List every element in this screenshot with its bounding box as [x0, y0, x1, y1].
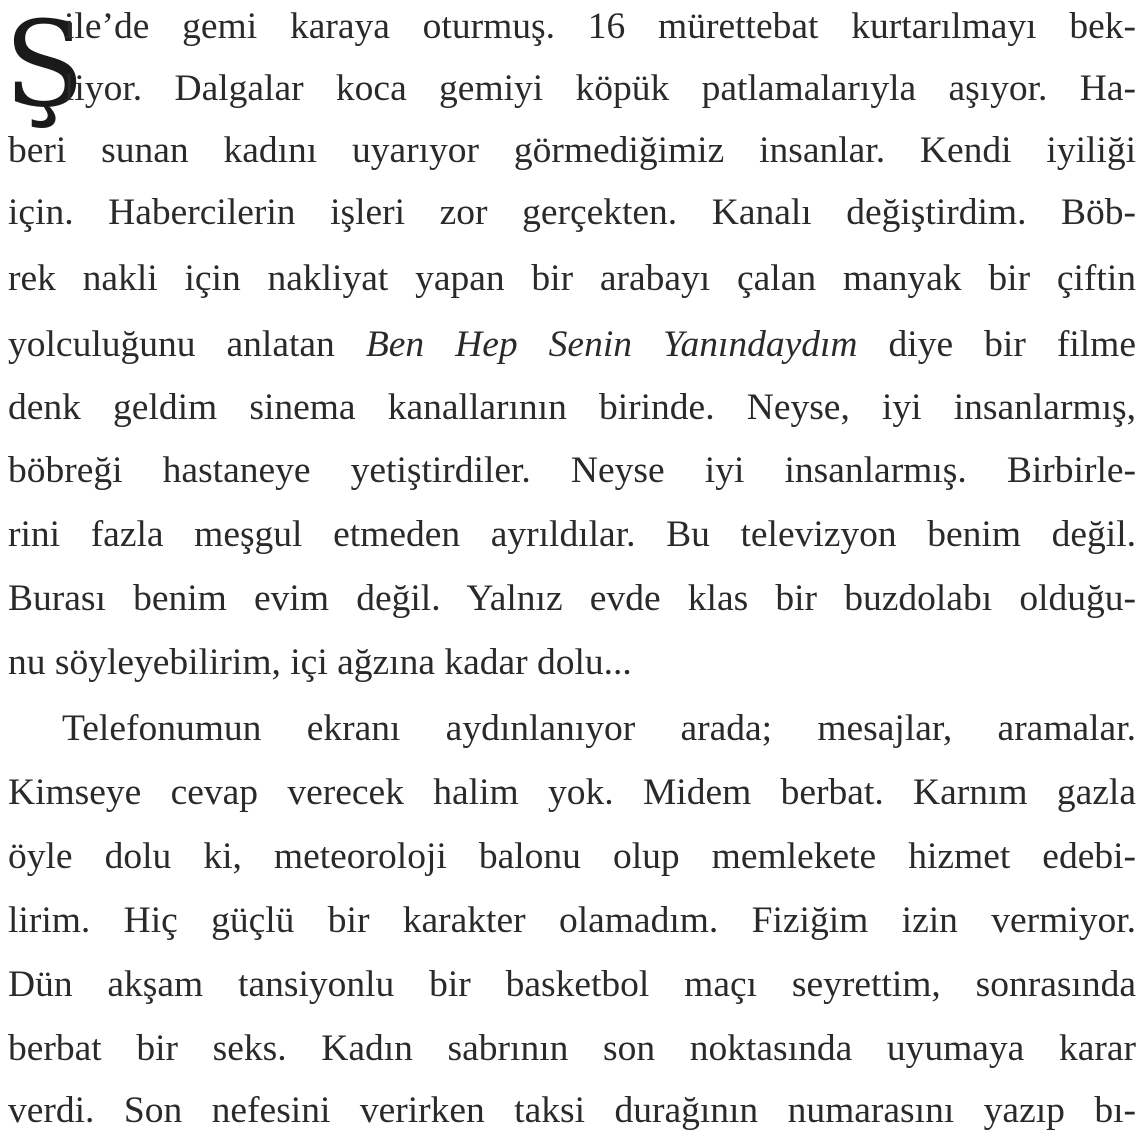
text-line: Dün akşam tansiyonlu bir basketbol maçı seyrettim, sonrasında [8, 964, 1136, 1005]
text-line: rini fazla meşgul etmeden ayrıldılar. Bu televizyon benim değil. [8, 514, 1136, 555]
text-line: beri sunan kadını uyarıyor görmediğimiz insanlar. Kendi iyiliği [8, 130, 1136, 171]
drop-cap: Ş [4, 0, 85, 133]
text-line: berbat bir seks. Kadın sabrının son noktasında uyumaya karar [8, 1028, 1136, 1069]
text-line: böbreği hastaneye yetiştirdiler. Neyse iyi insanlarmış. Birbirle- [8, 450, 1136, 491]
text-line: verdi. Son nefesini verirken taksi durağının numarasını yazıp bı- [8, 1090, 1136, 1131]
film-title: Ben Hep Senin Yanındaydım [365, 324, 858, 365]
text-segment: yolculuğunu anlatan [8, 324, 366, 365]
text-line: liyor. Dalgalar koca gemiyi köpük patlamalarıyla aşıyor. Ha- [64, 68, 1136, 109]
text-line: ile’de gemi karaya oturmuş. 16 mürettebat kurtarılmayı bek- [64, 6, 1136, 47]
text-segment: diye bir filme [857, 324, 1136, 365]
text-line: nu söyleyebilirim, içi ağzına kadar dolu... [8, 642, 632, 683]
text-line: Telefonumun ekranı aydınlanıyor arada; mesajlar, aramalar. [62, 708, 1136, 749]
text-line: rek nakli için nakliyat yapan bir arabayı çalan manyak bir çiftin [8, 258, 1136, 299]
text-line: öyle dolu ki, meteoroloji balonu olup memlekete hizmet edebi- [8, 836, 1136, 877]
text-line: Kimseye cevap verecek halim yok. Midem berbat. Karnım gazla [8, 772, 1136, 813]
text-line-with-film-title [8, 312, 1136, 378]
text-line: lirim. Hiç güçlü bir karakter olamadım. Fiziğim izin vermiyor. [8, 900, 1136, 941]
text-line: denk geldim sinema kanallarının birinde. Neyse, iyi insanlarmış, [8, 387, 1136, 428]
text-line: Burası benim evim değil. Yalnız evde klas bir buzdolabı olduğu- [8, 578, 1136, 619]
text-line: için. Habercilerin işleri zor gerçekten. Kanalı değiştirdim. Böb- [8, 192, 1136, 233]
